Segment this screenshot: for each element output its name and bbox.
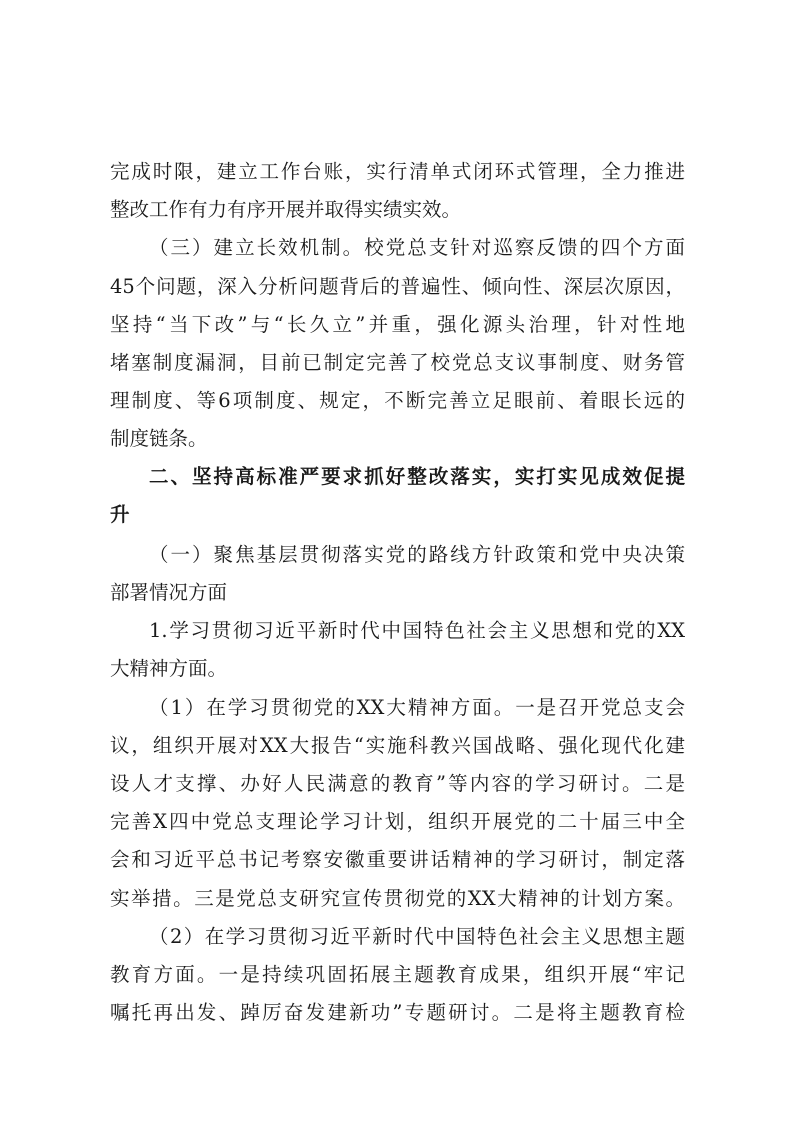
body-text-line: 完善X四中党总支理论学习计划，组织开展党的二十届三中全 (110, 810, 685, 833)
section-3-heading-line: （三）建立长效机制。校党总支针对巡察反馈的四个方面 (149, 236, 685, 259)
body-text-line: （1）在学习贯彻党的XX大精神方面。一是召开党总支会 (149, 696, 685, 719)
body-text-line: 设人才支撑、办好人民满意的教育”等内容的学习研讨。二是 (110, 772, 685, 795)
body-text-line: 理制度、等6项制度、规定，不断完善立足眼前、着眼长远的 (110, 389, 685, 412)
body-text-line: 实举措。三是党总支研究宣传贯彻党的XX大精神的计划方案。 (110, 887, 685, 910)
body-text-line: 坚持“当下改”与“长久立”并重，强化源头治理，针对性地 (110, 313, 685, 336)
part-2-heading-line: 升 (110, 503, 130, 526)
body-text-line: 教育方面。一是持续巩固拓展主题教育成果，组织开展“牢记 (110, 963, 685, 986)
body-text-line: 会和习近平总书记考察安徽重要讲话精神的学习研讨，制定落 (110, 848, 685, 871)
part-2-heading-line: 二、坚持高标准严要求抓好整改落实，实打实见成效促提 (149, 465, 685, 488)
body-text-line: 嘱托再出发、踔厉奋发建新功”专题研讨。二是将主题教育检 (110, 1001, 685, 1024)
body-text-line: （2）在学习贯彻习近平新时代中国特色社会主义思想主题 (149, 925, 685, 948)
subsection-1-heading-line: （一）聚焦基层贯彻落实党的路线方针政策和党中央决策 (149, 543, 685, 566)
subsection-1-heading-line: 部署情况方面 (110, 581, 228, 604)
body-text-line: 整改工作有力有序开展并取得实绩实效。 (110, 198, 462, 221)
body-text-line: 45个问题，深入分析问题背后的普遍性、倾向性、深层次原因， (110, 275, 685, 298)
body-text-line: 堵塞制度漏洞，目前已制定完善了校党总支议事制度、财务管 (110, 351, 685, 374)
item-1-heading-line: 大精神方面。 (110, 657, 228, 680)
body-text-line: 制度链条。 (110, 427, 208, 450)
item-1-heading-line: 1.学习贯彻习近平新时代中国特色社会主义思想和党的XX (149, 619, 685, 642)
body-text-line: 完成时限，建立工作台账，实行清单式闭环式管理，全力推进 (110, 160, 685, 183)
body-text-line: 议，组织开展对XX大报告“实施科教兴国战略、强化现代化建 (110, 734, 685, 757)
